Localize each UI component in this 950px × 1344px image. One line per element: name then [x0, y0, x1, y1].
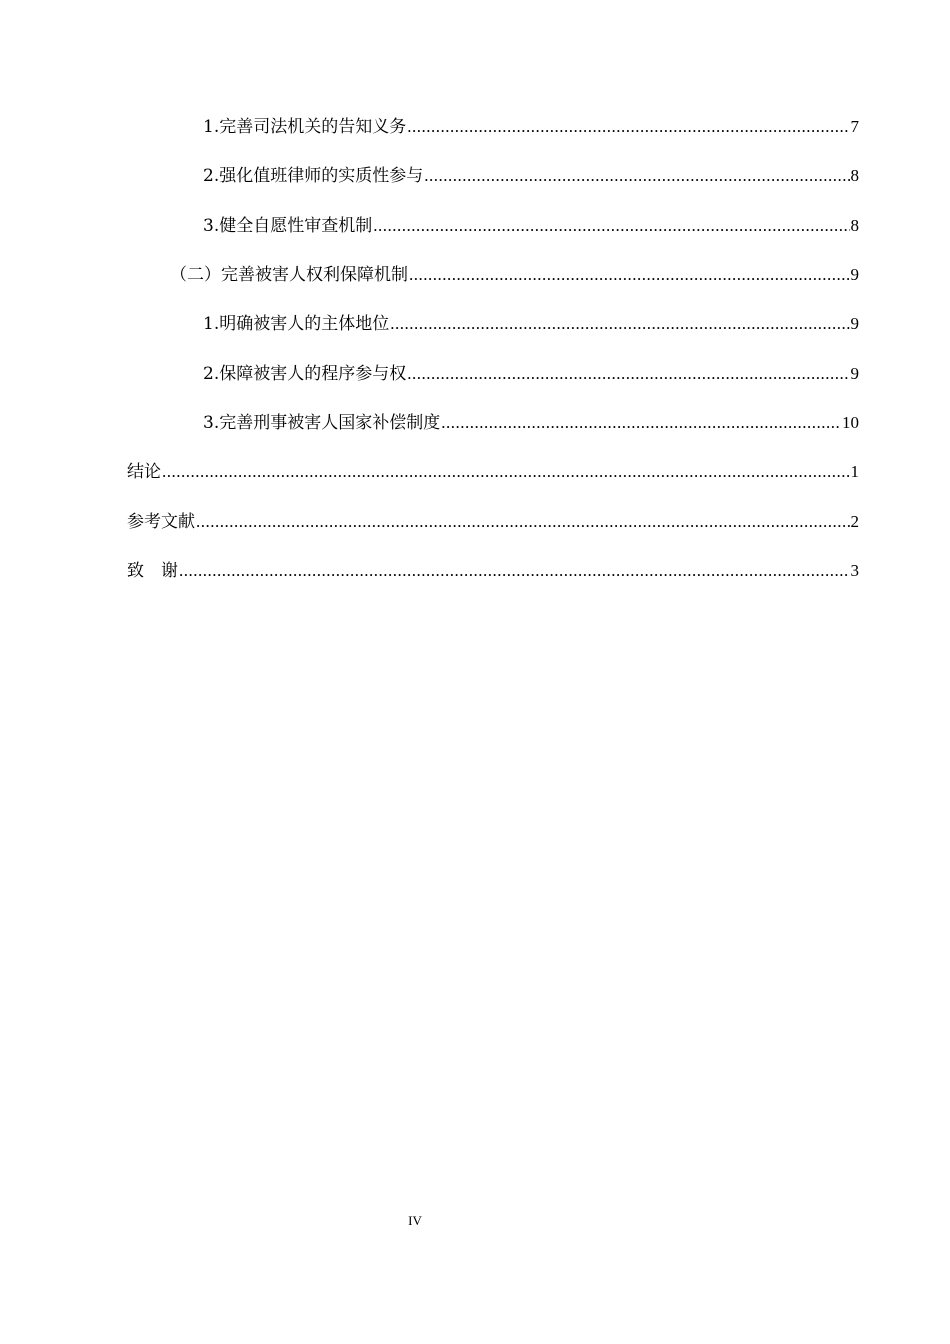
dot-leader — [162, 461, 850, 483]
toc-entry[interactable] — [203, 116, 859, 138]
toc-entry-title: 结论 — [127, 462, 161, 482]
toc-entry[interactable] — [203, 215, 859, 237]
toc-entry[interactable] — [203, 165, 859, 187]
toc-entry-number: 3. — [203, 216, 220, 236]
dot-leader — [409, 264, 850, 286]
dot-leader — [179, 560, 850, 582]
toc-entry-page: 2 — [850, 512, 859, 531]
toc-entry-page: 7 — [850, 117, 859, 136]
dot-leader — [407, 116, 849, 138]
toc-entry-page: 9 — [850, 364, 859, 383]
toc-entry[interactable] — [170, 264, 859, 286]
toc-entry-page: 9 — [850, 265, 859, 284]
toc-entry-page: 3 — [850, 561, 859, 580]
toc-entry-page: 9 — [850, 314, 859, 333]
toc-entry-title: 明确被害人的主体地位 — [219, 314, 390, 334]
toc-entry-title: 完善被害人权利保障机制 — [221, 265, 408, 285]
toc-entry[interactable] — [203, 313, 859, 335]
toc-entry-title: 保障被害人的程序参与权 — [219, 364, 407, 384]
toc-entry[interactable] — [203, 412, 859, 434]
toc-entry-title: 完善司法机关的告知义务 — [219, 117, 407, 137]
page-number-footer: IV — [408, 1213, 422, 1228]
toc-entry-title: 强化值班律师的实质性参与 — [219, 166, 424, 186]
toc-entry-page: 8 — [850, 166, 859, 185]
toc-entry[interactable] — [127, 461, 859, 483]
toc-entry-title: 参考文献 — [127, 512, 195, 532]
toc-entry-page: 10 — [842, 413, 859, 432]
toc-entry-number: 1. — [203, 117, 220, 137]
toc-entry[interactable] — [127, 560, 859, 582]
toc-entry[interactable] — [127, 511, 859, 533]
toc-entry-number: （二） — [170, 265, 221, 285]
dot-leader — [373, 215, 849, 237]
dot-leader — [424, 165, 849, 187]
toc-entry[interactable] — [203, 363, 859, 385]
toc-entry-number: 2. — [203, 364, 220, 384]
toc-entry-number: 1. — [203, 314, 220, 334]
dot-leader — [441, 412, 841, 434]
toc-entry-title: 致 谢 — [127, 561, 178, 581]
toc-entry-number: 3. — [203, 413, 220, 433]
toc-entry-page: 8 — [850, 216, 859, 235]
dot-leader — [390, 313, 849, 335]
toc-entry-page: 1 — [850, 462, 859, 481]
toc-entry-number: 2. — [203, 166, 220, 186]
dot-leader — [407, 363, 849, 385]
dot-leader — [196, 511, 850, 533]
toc-entry-title: 完善刑事被害人国家补偿制度 — [219, 413, 441, 433]
toc-entry-title: 健全自愿性审查机制 — [219, 216, 373, 236]
